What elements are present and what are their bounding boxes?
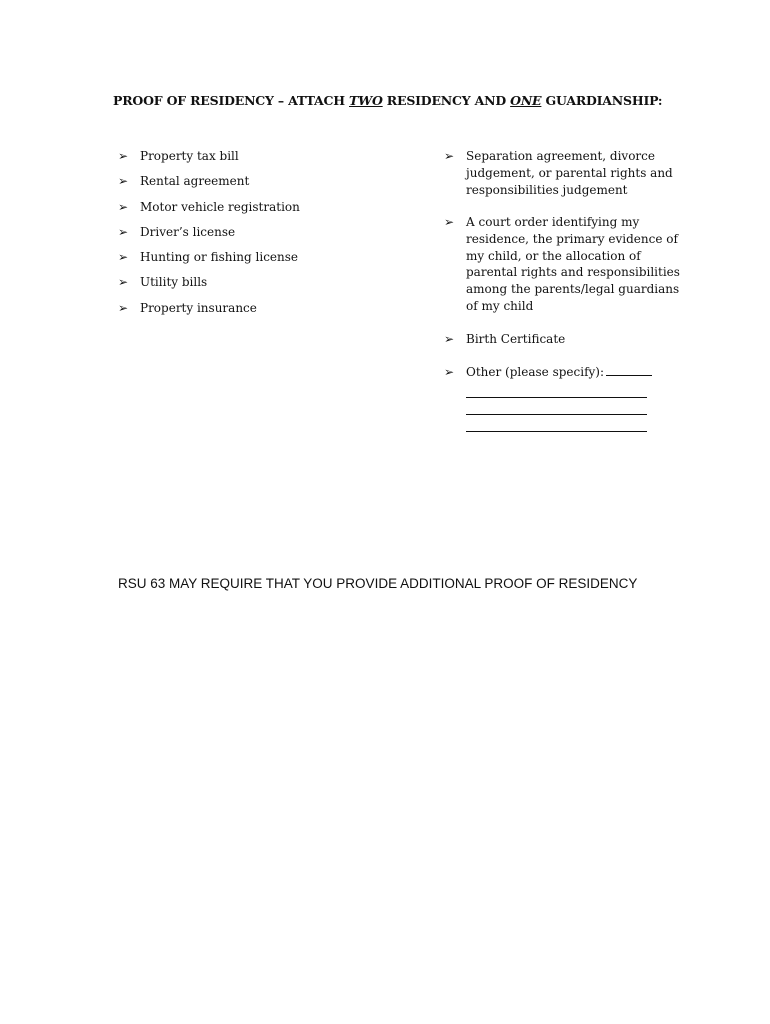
list-item-other <box>444 364 684 432</box>
other-specify-line[interactable] <box>466 398 647 415</box>
list-item <box>118 249 398 274</box>
list-item-label: Driver’s license <box>140 224 236 239</box>
arrow-bullet-icon: ➢ <box>444 149 455 163</box>
list-item-separation-agreement <box>444 148 684 214</box>
list-item <box>118 199 398 224</box>
heading-part-1: PROOF OF RESIDENCY – ATTACH <box>113 93 350 108</box>
guardianship-documents-list <box>444 148 684 432</box>
list-item <box>118 274 398 299</box>
heading-part-3: GUARDIANSHIP: <box>541 93 663 108</box>
list-item-birth-certificate <box>444 331 684 364</box>
residency-documents-list <box>118 148 398 325</box>
heading-part-2: RESIDENCY AND <box>382 93 511 108</box>
arrow-bullet-icon: ➢ <box>118 199 129 214</box>
other-specify-line[interactable] <box>466 415 647 432</box>
list-item <box>118 173 398 198</box>
arrow-bullet-icon: ➢ <box>444 365 455 379</box>
section-heading <box>113 93 662 108</box>
heading-emphasis-two: TWO <box>349 93 383 108</box>
list-item-label: A court order identifying my residence, the primary evidence of my child, or the allocation of parental rights and responsibilities among the parents/legal guardians of my child <box>466 215 680 313</box>
list-item-label: Birth Certificate <box>466 332 566 346</box>
list-item <box>118 148 398 173</box>
arrow-bullet-icon: ➢ <box>444 332 455 346</box>
list-item-label: Motor vehicle registration <box>140 199 300 214</box>
list-item-court-order <box>444 214 684 331</box>
arrow-bullet-icon: ➢ <box>444 215 455 229</box>
list-item-label: Separation agreement, divorce judgement, or parental rights and responsibilities judgement <box>466 149 673 197</box>
list-item-label: Utility bills <box>140 275 208 290</box>
list-item-label: Property insurance <box>140 300 257 315</box>
additional-proof-notice: RSU 63 MAY REQUIRE THAT YOU PROVIDE ADDITIONAL PROOF OF RESIDENCY <box>118 576 638 591</box>
arrow-bullet-icon: ➢ <box>118 224 129 239</box>
list-item <box>118 224 398 249</box>
arrow-bullet-icon: ➢ <box>118 250 129 265</box>
heading-emphasis-one: ONE <box>510 93 542 108</box>
list-item-label: Rental agreement <box>140 174 250 189</box>
list-item-label: Hunting or fishing license <box>140 250 299 265</box>
list-item-label: Other (please specify): <box>466 365 605 379</box>
arrow-bullet-icon: ➢ <box>118 174 129 189</box>
arrow-bullet-icon: ➢ <box>118 275 129 290</box>
other-specify-blank[interactable] <box>606 375 652 376</box>
list-item-label: Property tax bill <box>140 149 239 163</box>
arrow-bullet-icon: ➢ <box>118 300 129 315</box>
arrow-bullet-icon: ➢ <box>118 149 129 163</box>
list-item <box>118 300 398 325</box>
other-specify-line[interactable] <box>466 381 647 398</box>
